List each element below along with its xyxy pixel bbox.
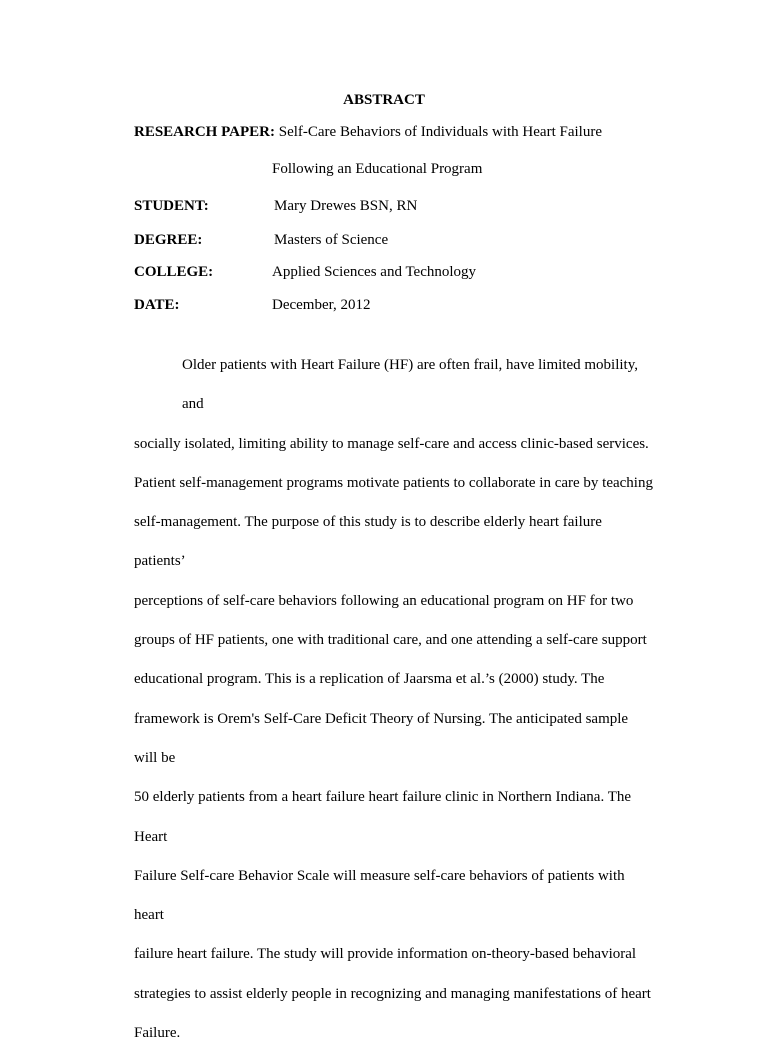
abstract-line: perceptions of self-care behaviors following an educational program on HF for two: [134, 592, 634, 609]
research-paper-title-line1: Self-Care Behaviors of Individuals with Heart Failure: [278, 124, 602, 140]
abstract-line: framework is Orem's Self-Care Deficit Theory of Nursing. The anticipated sample will be: [134, 710, 629, 766]
student-label: STUDENT:: [134, 198, 209, 214]
research-paper-line: [134, 124, 602, 141]
college-value: Applied Sciences and Technology: [272, 264, 477, 280]
abstract-line: groups of HF patients, one with traditional care, and one attending a self-care support: [134, 632, 647, 649]
abstract-line: strategies to assist elderly people in recognizing and managing manifestations of heart: [134, 985, 651, 1002]
abstract-heading: ABSTRACT: [343, 92, 425, 108]
abstract-line: Older patients with Heart Failure (HF) are often frail, have limited mobility, and: [182, 357, 638, 413]
abstract-line: self-management. The purpose of this study is to describe elderly heart failure patients’: [134, 514, 602, 570]
abstract-line: educational program. This is a replication of Jaarsma et al.’s (2000) study. The: [134, 671, 605, 688]
date-value: December, 2012: [272, 297, 371, 313]
college-label: COLLEGE:: [134, 264, 214, 280]
abstract-line: Failure Self-care Behavior Scale will measure self-care behaviors of patients with heart: [134, 867, 625, 924]
degree-value: Masters of Science: [274, 232, 389, 248]
abstract-line: Failure.: [134, 1025, 181, 1042]
degree-label: DEGREE:: [134, 232, 203, 248]
abstract-line: Patient self-management programs motivate patients to collaborate in care by teaching: [134, 474, 653, 491]
research-paper-label: RESEARCH PAPER:: [134, 124, 275, 140]
abstract-body: [134, 346, 654, 1053]
abstract-line: socially isolated, limiting ability to manage self-care and access clinic-based services.: [134, 435, 649, 452]
date-label: DATE:: [134, 297, 180, 313]
abstract-line: failure heart failure. The study will provide information on-theory-based behavioral: [134, 946, 637, 963]
student-value: Mary Drewes BSN, RN: [274, 198, 418, 214]
research-paper-title-line2: Following an Educational Program: [272, 161, 483, 177]
abstract-line: 50 elderly patients from a heart failure heart failure clinic in Northern Indiana. The Heart: [134, 789, 632, 845]
